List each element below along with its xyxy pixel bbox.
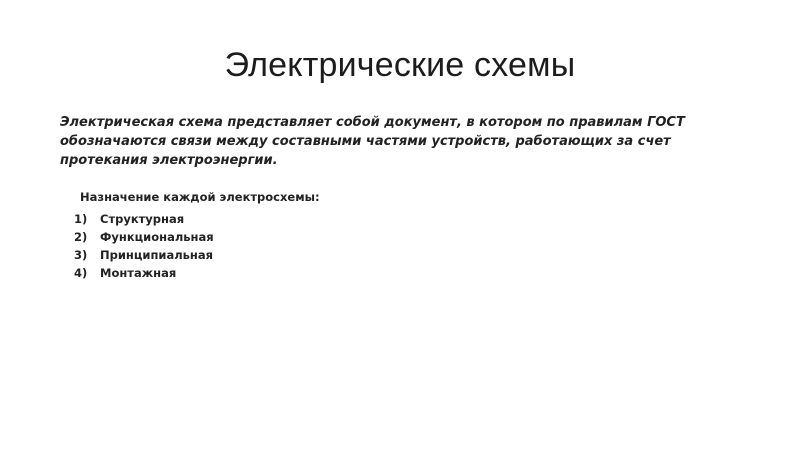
- list-item: [60, 228, 560, 246]
- list-item-label: Монтажная: [100, 266, 177, 280]
- list-item-label: Структурная: [100, 212, 185, 226]
- list-item-label: Функциональная: [100, 230, 214, 244]
- scheme-types-block: [60, 188, 560, 282]
- slide-title: Электрические схемы: [224, 46, 576, 84]
- list-item-number: 2): [74, 230, 88, 244]
- list-item: [60, 210, 560, 228]
- intro-paragraph: Электрическая схема представляет собой документ, в котором по правилам ГОСТ обозначаются связи между составными частями устройств, работающих за счет протекания электроэнергии.: [60, 115, 685, 168]
- list-item-label: Принципиальная: [100, 248, 213, 262]
- list-heading: Назначение каждой электросхемы:: [80, 190, 320, 204]
- list-item: [60, 264, 560, 282]
- list-item-number: 3): [74, 248, 88, 262]
- list-item: [60, 246, 560, 264]
- list-item-number: 4): [74, 266, 88, 280]
- scheme-types-list: [60, 210, 560, 282]
- list-item-number: 1): [74, 212, 88, 226]
